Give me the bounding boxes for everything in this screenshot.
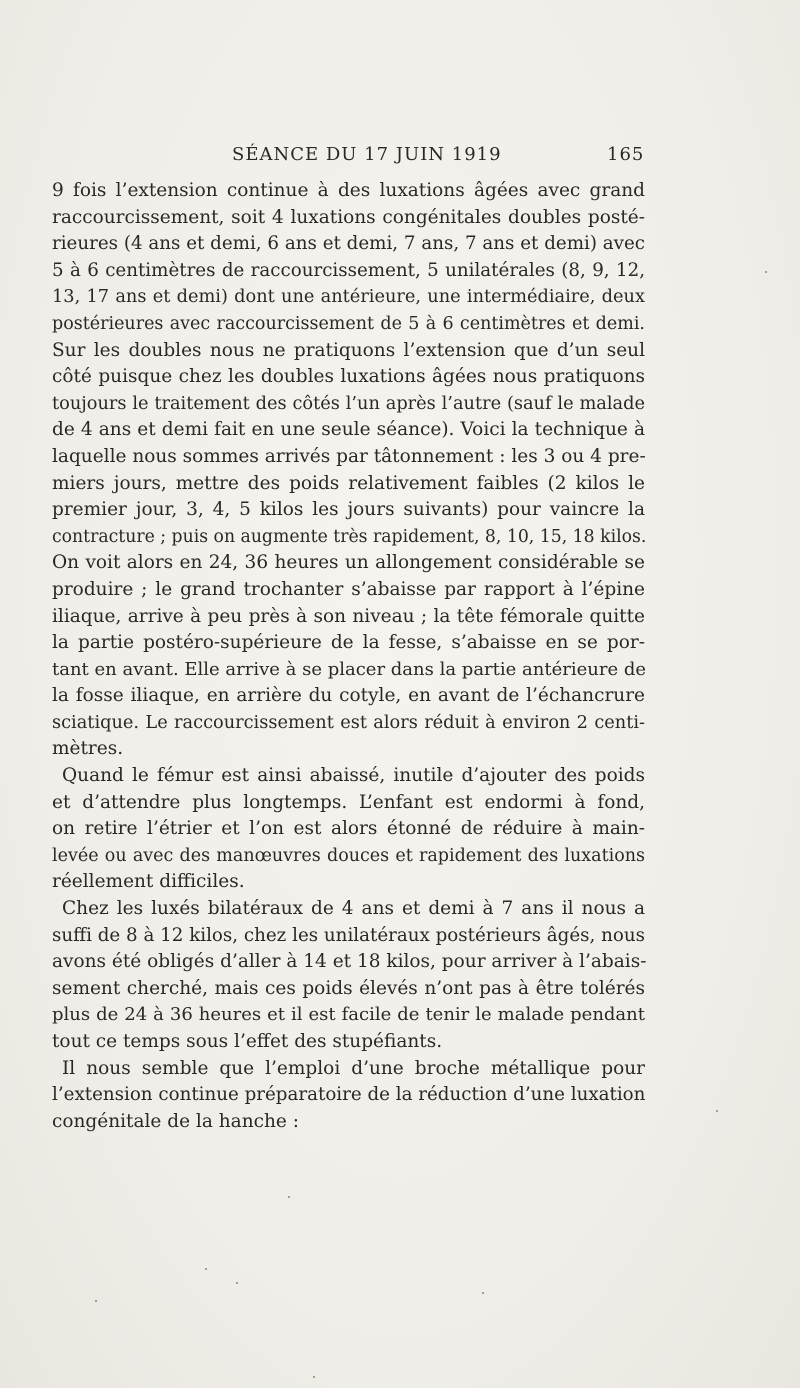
text-line: produire ; le grand trochanter s’abaisse par rapport à l’épine xyxy=(52,578,645,600)
scan-speck xyxy=(205,1268,207,1270)
text-line: levée ou avec des manœuvres douces et rapidement des luxations xyxy=(52,845,645,866)
text-line: côté puisque chez les doubles luxations âgées nous pratiquons xyxy=(52,366,645,388)
text-line: Sur les doubles nous ne pratiquons l’extension que d’un seul xyxy=(52,339,645,361)
text-line: postérieures avec raccourcissement de 5 à 6 centimètres et demi. xyxy=(52,313,645,334)
text-line: Il nous semble que l’emploi d’une broche métallique pour xyxy=(62,1057,645,1079)
text-line: plus de 24 à 36 heures et il est facile de tenir le malade pendant xyxy=(52,1004,645,1026)
text-line: tant en avant. Elle arrive à se placer dans la partie antérieure de xyxy=(52,658,646,680)
text-line: premier jour, 3, 4, 5 kilos les jours suivants) pour vaincre la xyxy=(52,499,645,521)
text-line: réellement difficiles. xyxy=(52,871,245,893)
text-line: l’extension continue préparatoire de la réduction d’une luxation xyxy=(52,1084,646,1106)
text-line: avons été obligés d’aller à 14 et 18 kilos, pour arriver à l’abais- xyxy=(52,951,647,973)
running-header xyxy=(52,144,652,170)
text-line: la fosse iliaque, en arrière du cotyle, en avant de l’échancrure xyxy=(52,685,645,707)
text-line: contracture ; puis on augmente très rapidement, 8, 10, 15, 18 kilos. xyxy=(52,526,647,547)
text-line: tout ce temps sous l’effet des stupéfiants. xyxy=(52,1031,443,1052)
text-line: 5 à 6 centimètres de raccourcissement, 5 unilatérales (8, 9, 12, xyxy=(52,259,645,281)
body-text xyxy=(52,178,645,1135)
text-line: de 4 ans et demi fait en une seule séance). Voici la technique à xyxy=(52,419,645,441)
text-line: On voit alors en 24, 36 heures un allongement considérable se xyxy=(52,552,645,574)
text-line: raccourcissement, soit 4 luxations congénitales doubles posté- xyxy=(52,206,645,228)
text-line: laquelle nous sommes arrivés par tâtonnement : les 3 ou 4 pre- xyxy=(52,445,646,467)
text-line: congénitale de la hanche : xyxy=(52,1110,299,1132)
text-line: 13, 17 ans et demi) dont une antérieure, une intermédiaire, deux xyxy=(52,287,645,308)
text-line: 9 fois l’extension continue à des luxations âgées avec grand xyxy=(52,180,645,201)
text-line: mètres. xyxy=(52,738,124,760)
text-line: Quand le fémur est ainsi abaissé, inutile d’ajouter des poids xyxy=(62,765,645,787)
text-line: la partie postéro-supérieure de la fesse, s’abaisse en se por- xyxy=(52,632,645,654)
scan-speck xyxy=(765,271,767,273)
running-title: SÉANCE DU 17 JUIN 1919 xyxy=(232,144,502,165)
text-line: et d’attendre plus longtemps. L’enfant est endormi à fond, xyxy=(52,791,645,813)
text-line: rieures (4 ans et demi, 6 ans et demi, 7 ans, 7 ans et demi) avec xyxy=(52,233,645,255)
text-line: suffi de 8 à 12 kilos, chez les unilatéraux postérieurs âgés, nous xyxy=(52,924,645,946)
text-line: sciatique. Le raccourcissement est alors réduit à environ 2 centi- xyxy=(52,712,645,733)
scan-speck xyxy=(482,1292,484,1294)
scan-speck xyxy=(236,1282,238,1284)
text-line: on retire l’étrier et l’on est alors étonné de réduire à main- xyxy=(52,818,645,840)
text-line: miers jours, mettre des poids relativement faibles (2 kilos le xyxy=(52,472,645,494)
scan-speck xyxy=(716,1110,718,1112)
text-line: sement cherché, mais ces poids élevés n’ont pas à être tolérés xyxy=(52,977,645,999)
text-line: toujours le traitement des côtés l’un après l’autre (sauf le malade xyxy=(52,393,645,414)
text-line: Chez les luxés bilatéraux de 4 ans et demi à 7 ans il nous a xyxy=(62,898,645,920)
scan-speck xyxy=(95,1300,97,1302)
scan-speck xyxy=(313,1376,315,1378)
page-number: 165 xyxy=(607,144,645,165)
scan-speck xyxy=(288,1196,290,1198)
text-line: iliaque, arrive à peu près à son niveau ; la tête fémorale quitte xyxy=(52,605,645,627)
